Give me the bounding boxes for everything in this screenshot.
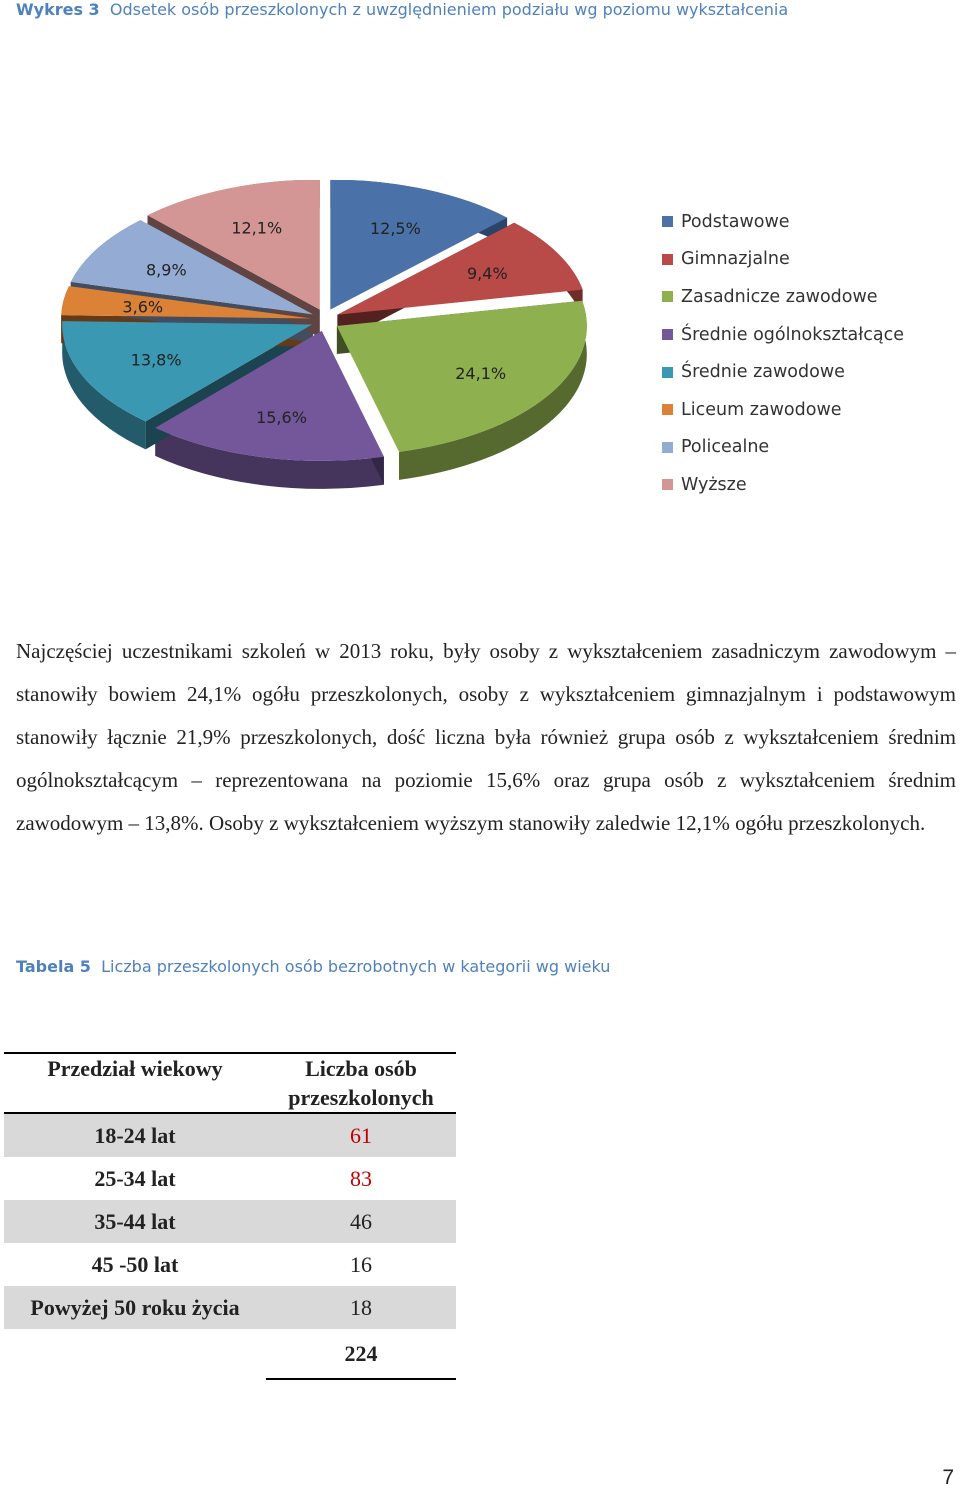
legend-label: Wyższe (681, 474, 747, 495)
legend-label: Średnie zawodowe (681, 362, 845, 383)
table-caption (16, 957, 610, 976)
legend-swatch (662, 442, 673, 453)
count-cell: 61 (266, 1113, 456, 1157)
paragraph-text: Najczęściej uczestnikami szkoleń w 2013 roku, były osoby z wykształceniem zasadniczym zawodowym – stanowiły bowiem 24,1% ogółu przeszkolonych, osoby z wykształceniem gimnazjalnym i podstawowym stanowiły łącznie 21,9% przeszkolonych, dość liczna była również grupa osób z wykształceniem średnim ogólnokształcącym – reprezentowana na poziomie 15,6% oraz grupa osób z wykształceniem średnim zawodowym – 13,8%. Osoby z wykształceniem wyższym stanowiły zaledwie 12,1% ogółu przeszkolonych. (16, 639, 956, 835)
table-header-row (4, 1053, 456, 1113)
header-count: Liczba osób przeszkolonych (288, 1056, 434, 1110)
legend-item (662, 241, 904, 279)
legend-swatch (662, 329, 673, 340)
pie-label-0: 12,5% (369, 218, 421, 238)
count-cell: 83 (350, 1165, 372, 1191)
legend-label: Policealne (681, 437, 770, 458)
age-cell: 25-34 lat (94, 1165, 176, 1191)
legend-label: Podstawowe (681, 211, 790, 232)
legend-item (662, 203, 904, 241)
legend-item (662, 316, 904, 354)
pie-label-5: 3,6% (122, 297, 164, 317)
age-cell: 35-44 lat (4, 1200, 266, 1243)
figure-caption (16, 0, 788, 19)
legend-swatch (662, 254, 673, 265)
legend-swatch (662, 367, 673, 378)
total-row (4, 1329, 456, 1379)
pie-label-1: 9,4% (467, 264, 508, 284)
figure-caption-label: Wykres 3 (16, 0, 100, 19)
table-caption-label: Tabela 5 (16, 957, 91, 976)
age-cell: Powyżej 50 roku życia (4, 1286, 266, 1329)
count-cell: 16 (350, 1251, 372, 1277)
legend-swatch (662, 291, 673, 302)
count-cell: 46 (266, 1200, 456, 1243)
body-paragraph (16, 630, 956, 845)
table-row (4, 1200, 456, 1243)
page-number: 7 (942, 1466, 954, 1489)
table-row (4, 1157, 456, 1200)
legend-label: Średnie ogólnokształcące (681, 324, 904, 345)
legend-item (662, 353, 904, 391)
legend-label: Gimnazjalne (681, 249, 790, 270)
pie-label-2: 24,1% (455, 364, 507, 384)
total-empty-cell (4, 1329, 266, 1379)
pie-label-6: 8,9% (146, 260, 187, 280)
count-cell: 18 (266, 1286, 456, 1329)
chart-legend (662, 203, 904, 504)
legend-swatch (662, 404, 673, 415)
pie-label-7: 12,1% (231, 218, 283, 238)
table-row (4, 1243, 456, 1286)
pie-label-4: 13,8% (130, 350, 182, 370)
legend-label: Liceum zawodowe (681, 399, 842, 420)
pie-chart (60, 180, 620, 500)
legend-swatch (662, 216, 673, 227)
table-row (4, 1113, 456, 1157)
legend-item (662, 278, 904, 316)
table-row (4, 1286, 456, 1329)
total-cell: 224 (266, 1329, 456, 1379)
table-caption-text: Liczba przeszkolonych osób bezrobotnych w kategorii wg wieku (101, 957, 611, 976)
legend-item (662, 429, 904, 467)
legend-item (662, 466, 904, 504)
pie-label-3: 15,6% (256, 407, 307, 427)
legend-swatch (662, 479, 673, 490)
legend-label: Zasadnicze zawodowe (681, 286, 878, 307)
age-table (4, 1052, 456, 1380)
header-age: Przedział wiekowy (47, 1056, 223, 1081)
legend-item (662, 391, 904, 429)
figure-caption-text: Odsetek osób przeszkolonych z uwzględnieniem podziału wg poziomu wykształcenia (109, 0, 789, 19)
age-cell: 18-24 lat (4, 1113, 266, 1157)
age-cell: 45 -50 lat (91, 1251, 179, 1277)
